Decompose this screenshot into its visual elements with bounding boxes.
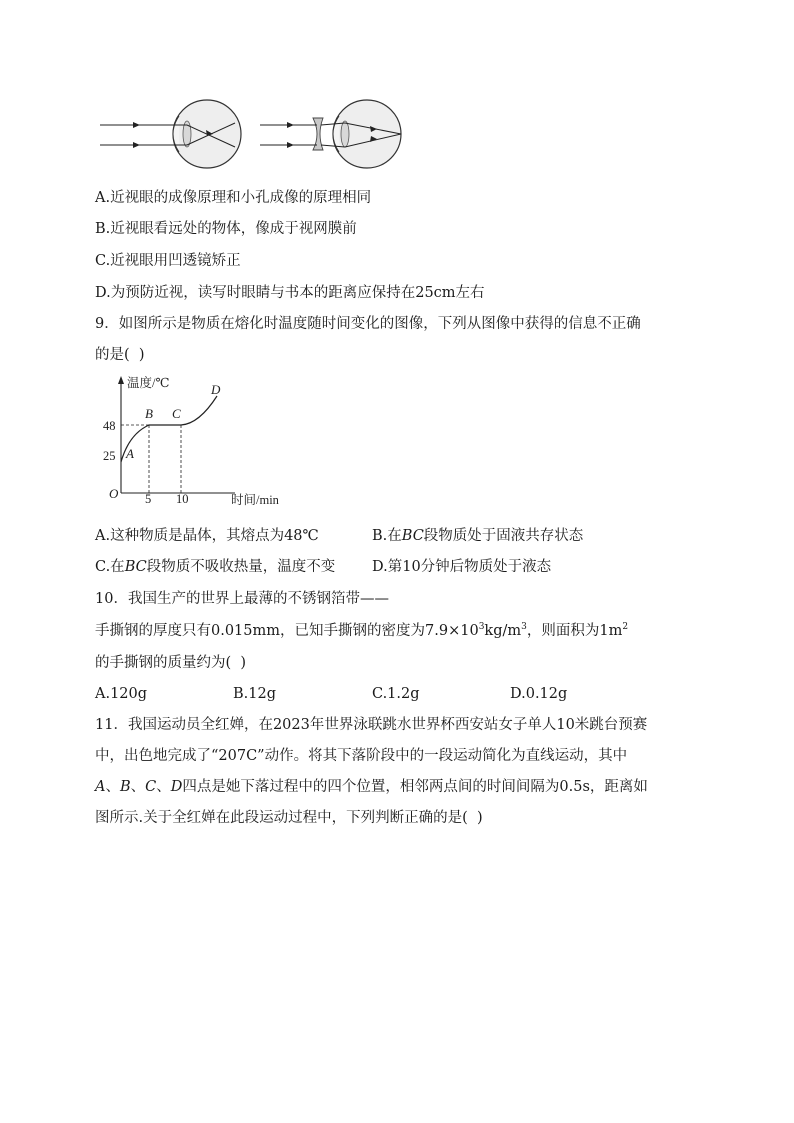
- graph-curve: [121, 396, 217, 462]
- q9-option-c: [95, 557, 335, 577]
- q9-stem-line2: 的是( ): [95, 347, 145, 363]
- graph-point-b: B: [145, 406, 153, 421]
- q11-line4: 图所示.关于全红婵在此段运动过程中，下列判断正确的是( ): [95, 810, 483, 826]
- eye-left-figure: [100, 100, 241, 168]
- q9-option-b-pre: B.在: [372, 528, 402, 544]
- q8-option-d: D.为预防近视，读写时眼睛与书本的距离应保持在25cm左右: [95, 285, 485, 301]
- q10-option-d: D.0.12g: [510, 686, 568, 702]
- graph-ytick-48: 48: [103, 419, 116, 433]
- graph-xtick-5: 5: [145, 492, 152, 506]
- q9-stem-line1: 9．如图所示是物质在熔化时温度随时间变化的图像，下列从图像中获得的信息不正确: [95, 316, 641, 332]
- graph-ytick-25: 25: [103, 449, 116, 463]
- q10-option-b: B.12g: [233, 686, 276, 702]
- q10-option-c: C.1.2g: [372, 686, 420, 702]
- q10-line2-a: 手撕钢的厚度只有0.015mm，已知手撕钢的密度为: [95, 623, 426, 639]
- q9-option-b-post: 段物质处于固液共存状态: [423, 528, 584, 544]
- q10-density-base: 7.9×10: [425, 623, 479, 639]
- graph-ylabel: 温度/℃: [127, 376, 170, 390]
- q10-density-exp: 3: [478, 622, 485, 632]
- q8-option-c: C.近视眼用凹透镜矫正: [95, 253, 241, 269]
- q10-area-exp: 2: [622, 622, 629, 632]
- q10-line1: 10．我国生产的世界上最薄的不锈钢箔带——: [95, 591, 389, 607]
- q10-line2-b: ，则面积为: [526, 623, 600, 639]
- q11-point-d: D: [170, 779, 183, 795]
- graph-origin: O: [109, 486, 119, 501]
- q9-option-a: A.这种物质是晶体，其熔点为48℃: [95, 528, 319, 544]
- q11-sep: 、: [105, 779, 120, 795]
- q10-area: 1m: [599, 623, 623, 639]
- q8-option-b: B.近视眼看远处的物体，像成于视网膜前: [95, 221, 357, 237]
- graph-point-a: A: [126, 446, 134, 461]
- q11-sep: 、: [130, 779, 146, 795]
- q9-option-d: D.第10分钟后物质处于液态: [372, 559, 552, 575]
- melting-graph: [95, 372, 295, 510]
- q8-option-a: A.近视眼的成像原理和小孔成像的原理相同: [95, 190, 372, 206]
- q10-density-unit-exp: 3: [521, 622, 527, 632]
- q9-option-b: [372, 526, 583, 546]
- q10-option-a: A.120g: [95, 686, 148, 702]
- graph-point-c: C: [172, 406, 181, 421]
- q10-line3: 的手撕钢的质量约为( ): [95, 655, 247, 671]
- q11-point-c: C: [145, 779, 157, 795]
- q11-line1: 11．我国运动员全红婵，在2023年世界泳联跳水世界杯西安站女子单人10米跳台预赛: [95, 717, 648, 733]
- q9-option-c-pre: C.在: [95, 559, 125, 575]
- q11-line3: [95, 777, 648, 797]
- q10-density-unit: kg/m: [484, 623, 522, 639]
- graph-xtick-10: 10: [176, 492, 189, 506]
- q11-sep: 、: [156, 779, 171, 795]
- q9-option-c-post: 段物质不吸收热量，温度不变: [146, 559, 336, 575]
- graph-xlabel: 时间/min: [231, 493, 279, 507]
- eye-diagram: [95, 98, 415, 170]
- q11-line3-rest: 四点是她下落过程中的四个位置，相邻两点间的时间间隔为0.5s，距离如: [182, 779, 648, 795]
- q9-option-b-segment: BC: [401, 528, 424, 544]
- q9-option-c-segment: BC: [124, 559, 147, 575]
- eye-right-figure: [260, 100, 401, 168]
- q11-point-a: A: [95, 779, 106, 795]
- q10-density: [425, 623, 527, 639]
- q10-line2: [95, 621, 628, 641]
- q11-line2: 中，出色地完成了“207C”动作。将其下落阶段中的一段运动简化为直线运动，其中: [95, 748, 628, 764]
- q11-point-b: B: [119, 779, 131, 795]
- graph-point-d: D: [211, 382, 221, 397]
